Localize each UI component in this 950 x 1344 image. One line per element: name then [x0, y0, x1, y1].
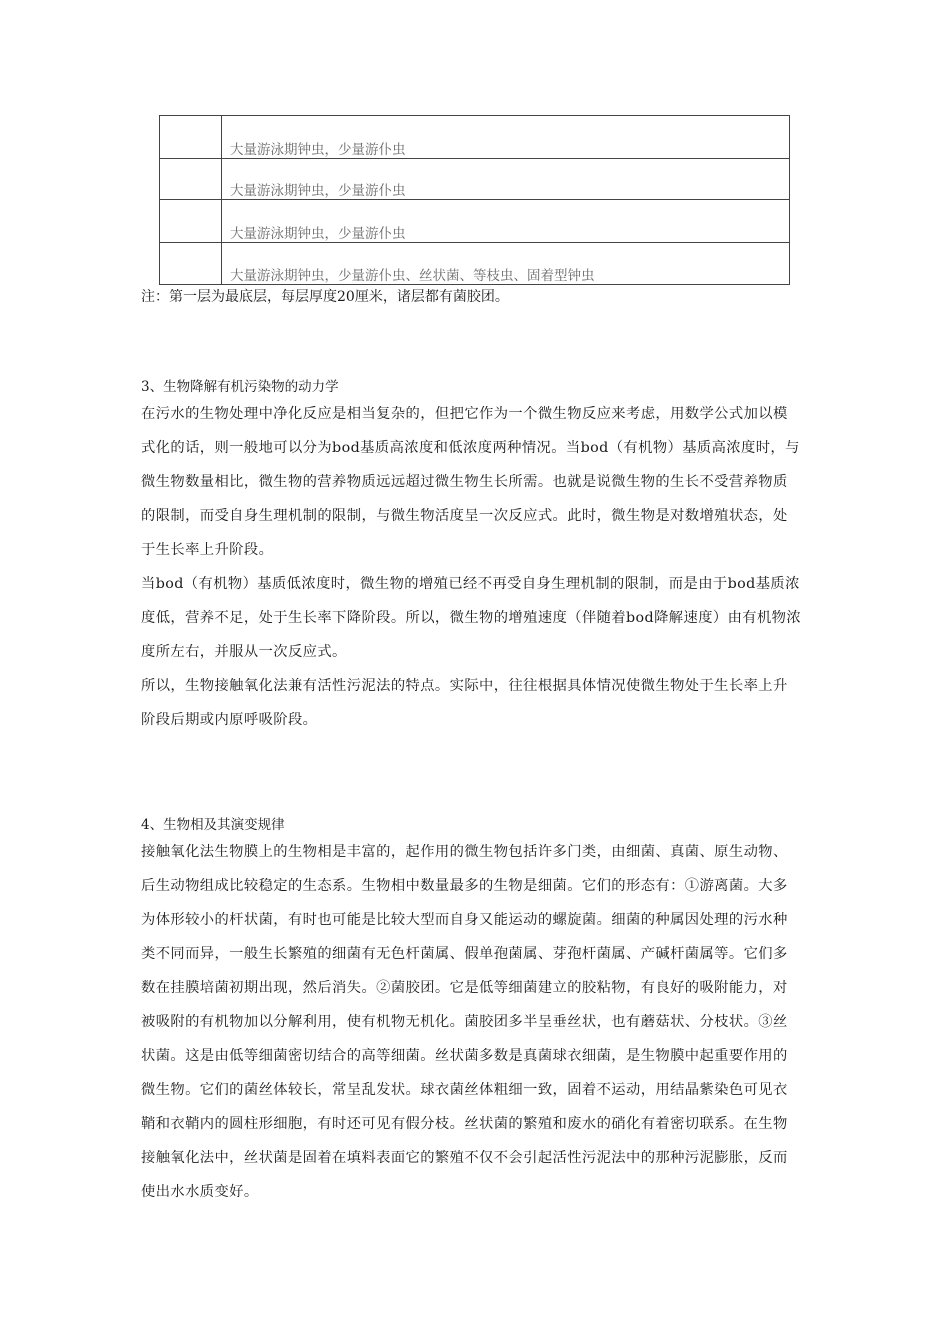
text-line: 在污水的生物处理中净化反应是相当复杂的，但把它作为一个微生物反应来考虑，用数学公式加以模 [141, 406, 788, 422]
text-line: 微生物数量相比，微生物的营养物质远远超过微生物生长所需。也就是说微生物的生长不受营养物质 [141, 474, 788, 490]
text-line: 被吸附的有机物加以分解利用，使有机物无机化。菌胶团多半呈垂丝状，也有蘑菇状、分枝状。③丝 [141, 1014, 788, 1030]
biofilm-layer-table [159, 115, 790, 285]
layer-description-cell [222, 243, 790, 285]
table-row [160, 159, 790, 200]
section-body [141, 835, 811, 1209]
layer-number-cell [160, 159, 222, 200]
layer-description-cell [222, 116, 790, 159]
layer-number-cell [160, 243, 222, 285]
section-kinetics [141, 377, 811, 737]
layer-description-text: 大量游泳期钟虫，少量游仆虫 [230, 142, 406, 158]
text-line: 的限制，而受自身生理机制的限制，与微生物活度呈一次反应式。此时，微生物是对数增殖状态，处 [141, 508, 788, 524]
layer-description-cell [222, 159, 790, 200]
text-line: 为体形较小的杆状菌，有时也可能是比较大型而自身又能运动的螺旋菌。细菌的种属因处理的污水种 [141, 912, 788, 928]
text-line: 当bod（有机物）基质低浓度时，微生物的增殖已经不再受自身生理机制的限制，而是由于bod基质浓 [141, 576, 800, 592]
text-line: 度所左右，并服从一次反应式。 [141, 644, 347, 660]
text-line: 式化的话，则一般地可以分为bod基质高浓度和低浓度两种情况。当bod（有机物）基质高浓度时，与 [141, 440, 800, 456]
section-biological-phase [141, 815, 811, 1209]
table-row [160, 243, 790, 285]
table-row [160, 116, 790, 159]
text-line: 后生动物组成比较稳定的生态系。生物相中数量最多的生物是细菌。它们的形态有：①游离菌。大多 [141, 878, 788, 894]
table-note: 注：第一层为最底层，每层厚度20厘米，诸层都有菌胶团。 [141, 289, 509, 305]
text-line: 微生物。它们的菌丝体较长，常呈乱发状。球衣菌丝体粗细一致，固着不运动，用结晶紫染色可见衣 [141, 1082, 788, 1098]
text-line: 数在挂膜培菌初期出现，然后消失。②菌胶团。它是低等细菌建立的胶粘物，有良好的吸附能力，对 [141, 980, 788, 996]
text-line: 于生长率上升阶段。 [141, 542, 274, 558]
layer-description-text: 大量游泳期钟虫，少量游仆虫、丝状菌、等枝虫、固着型钟虫 [230, 268, 595, 284]
section-title: 4、生物相及其演变规律 [141, 817, 285, 833]
table-row [160, 200, 790, 243]
layer-description-cell [222, 200, 790, 243]
text-line: 阶段后期或内原呼吸阶段。 [141, 712, 318, 728]
text-line: 状菌。这是由低等细菌密切结合的高等细菌。丝状菌多数是真菌球衣细菌，是生物膜中起重要作用的 [141, 1048, 788, 1064]
text-line: 接触氧化法生物膜上的生物相是丰富的，起作用的微生物包括许多门类，由细菌、真菌、原生动物、 [141, 844, 788, 860]
text-line: 类不同而异，一般生长繁殖的细菌有无色杆菌属、假单孢菌属、芽孢杆菌属、产碱杆菌属等。它们多 [141, 946, 788, 962]
section-title: 3、生物降解有机污染物的动力学 [141, 379, 339, 395]
layer-number-cell [160, 116, 222, 159]
text-line: 鞘和衣鞘内的圆柱形细胞，有时还可见有假分枝。丝状菌的繁殖和废水的硝化有着密切联系。在生物 [141, 1116, 788, 1132]
section-body [141, 397, 811, 737]
layer-description-text: 大量游泳期钟虫，少量游仆虫 [230, 183, 406, 199]
layer-number-cell [160, 200, 222, 243]
text-line: 使出水水质变好。 [141, 1184, 259, 1200]
text-line: 接触氧化法中，丝状菌是固着在填料表面它的繁殖不仅不会引起活性污泥法中的那种污泥膨胀，反而 [141, 1150, 788, 1166]
text-line: 所以，生物接触氧化法兼有活性污泥法的特点。实际中，往往根据具体情况使微生物处于生长率上升 [141, 678, 788, 694]
text-line: 度低，营养不足，处于生长率下降阶段。所以，微生物的增殖速度（伴随着bod降解速度）由有机物浓 [141, 610, 802, 626]
layer-description-text: 大量游泳期钟虫，少量游仆虫 [230, 226, 406, 242]
